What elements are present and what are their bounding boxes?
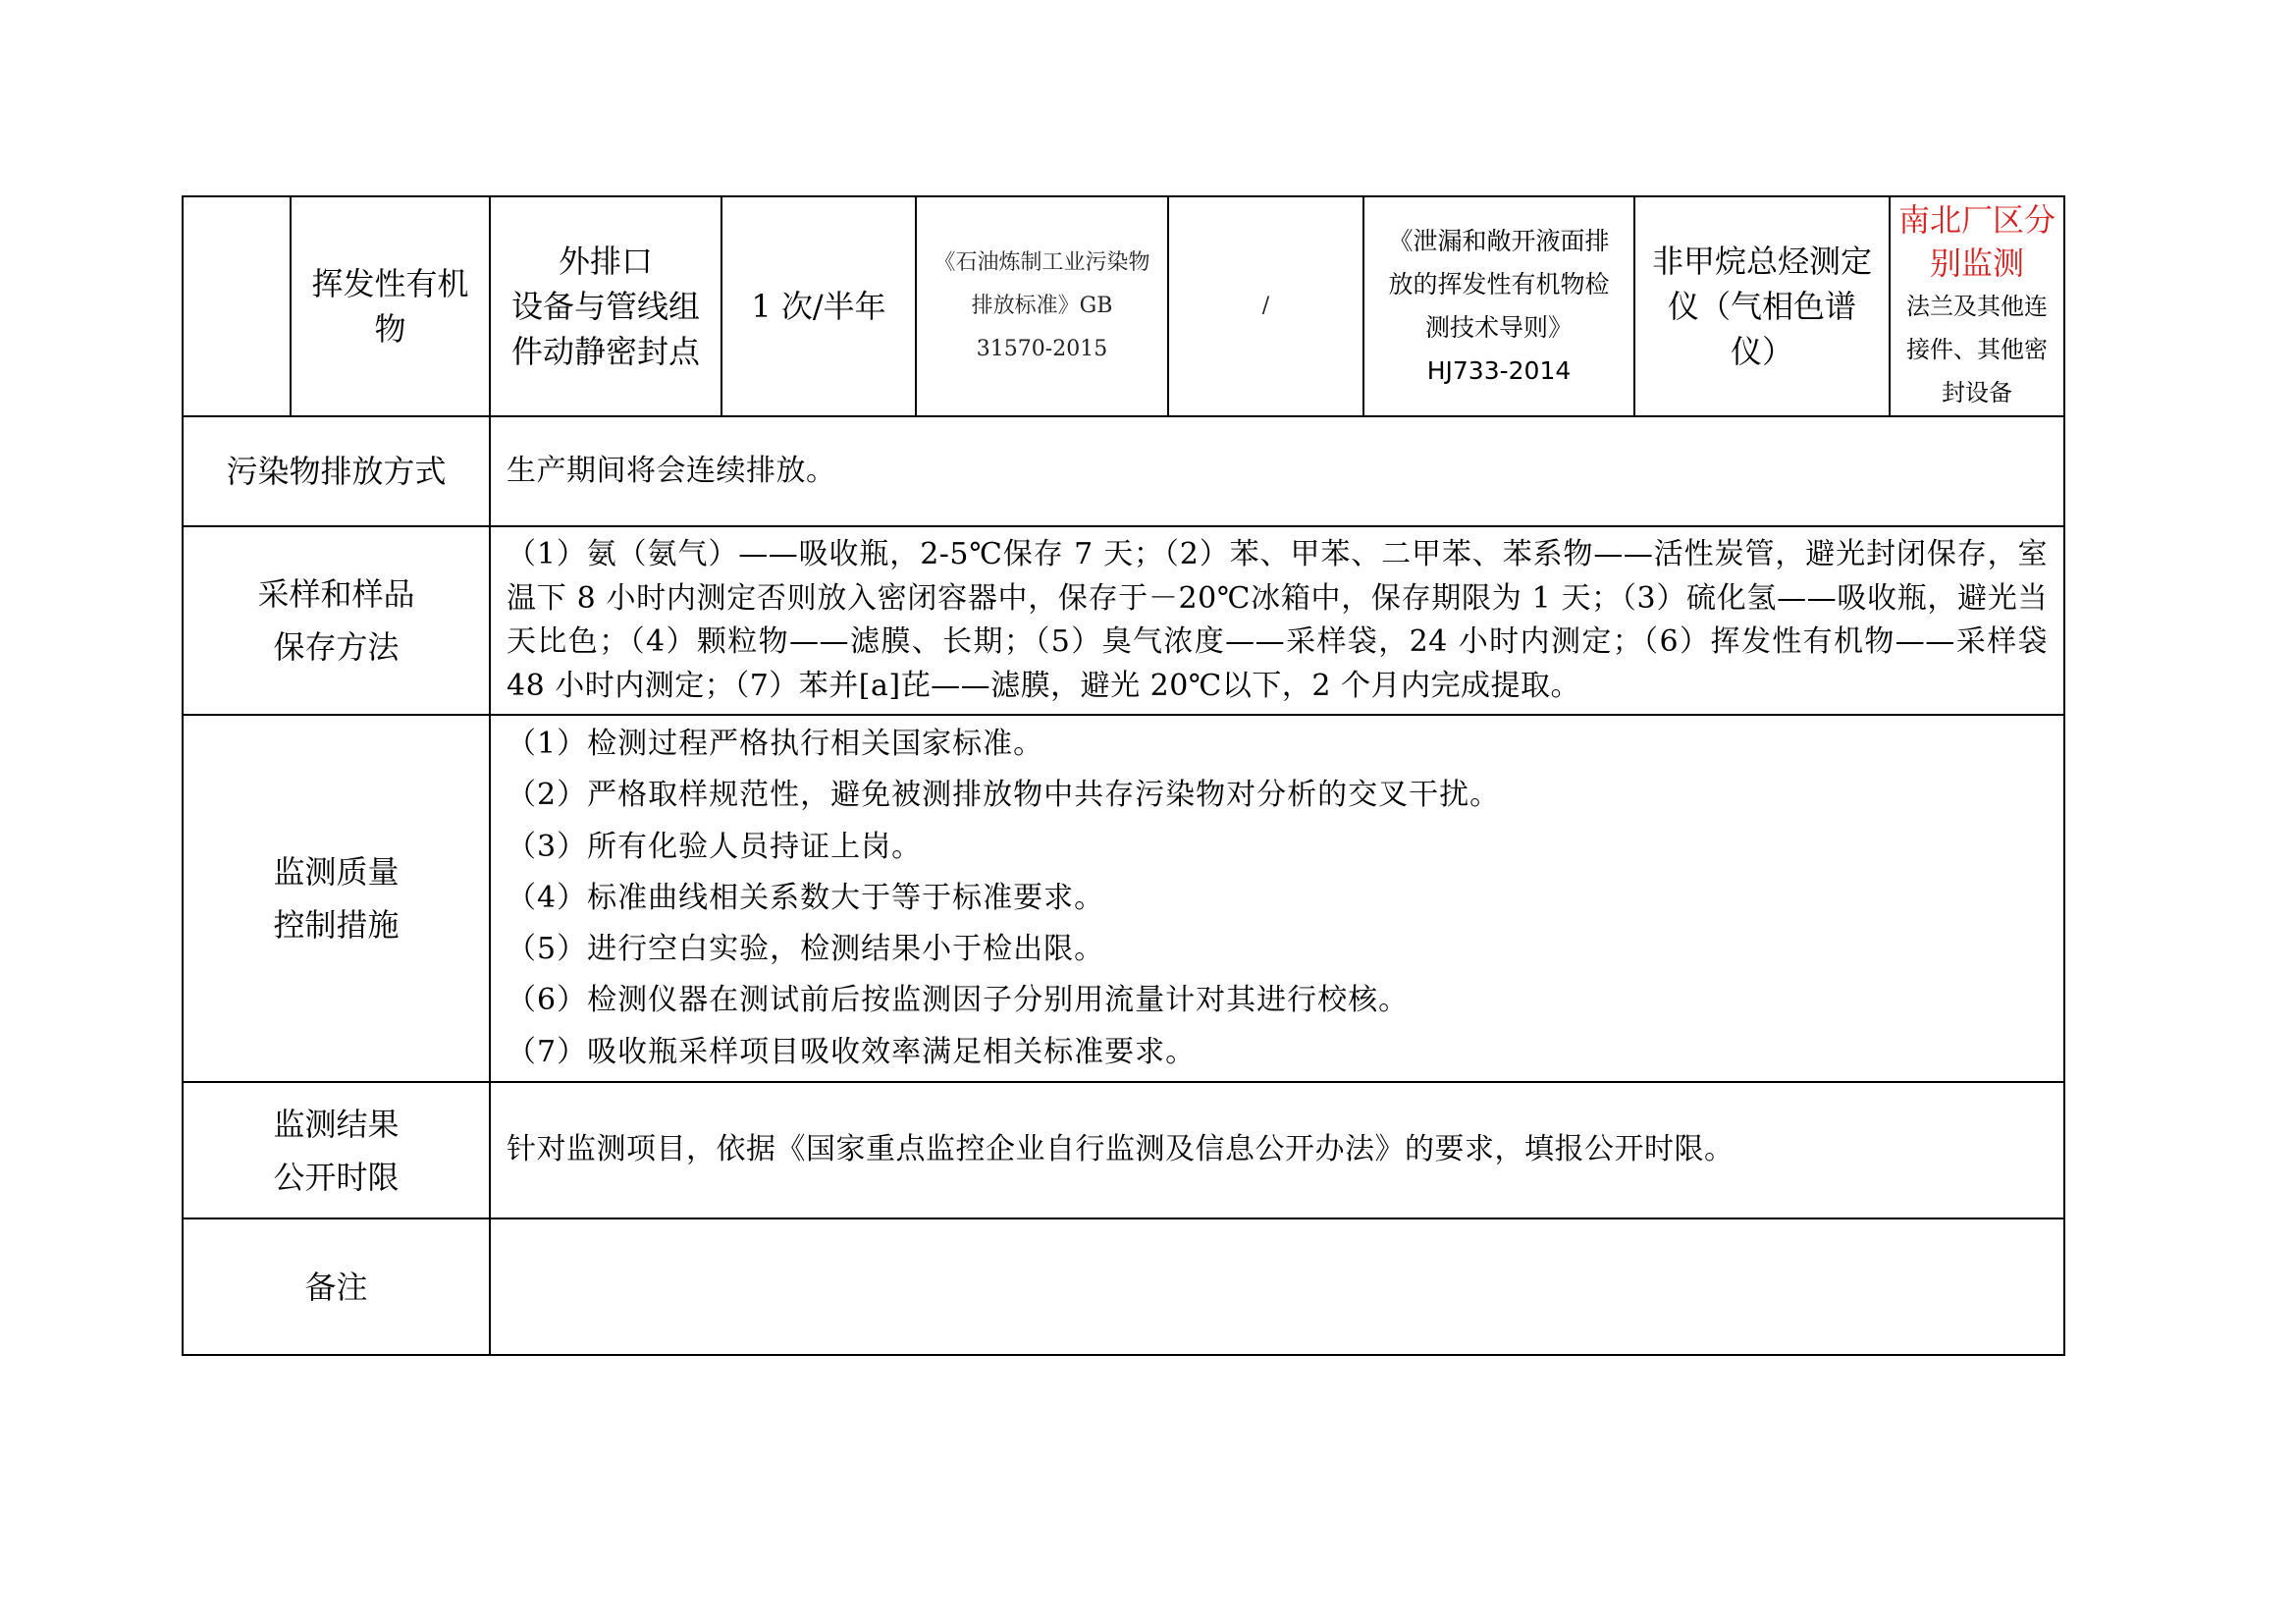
quality-label-line2: 控制措施 [273,906,400,944]
disclosure-label-line1: 监测结果 [273,1105,400,1143]
quality-label-line1: 监测质量 [273,853,400,891]
pollutant-name: 挥发性有机物 [311,265,469,348]
sampling-content-cell [490,526,2064,715]
sampling-label-cell [183,526,490,715]
quality-item: （3）所有化验人员持证上岗。 [507,829,923,864]
quality-item: （2）严格取样规范性，避免被测排放物中共存污染物对分析的交叉干扰。 [507,778,1501,813]
remark-red-text: 南北厂区分别监测 [1898,201,2056,282]
quality-control-row [183,715,2064,1082]
quality-item: （7）吸收瓶采样项目吸收效率满足相关标准要求。 [507,1034,1197,1069]
location-cell [490,196,721,416]
quality-label-cell [183,715,490,1082]
emission-standard-cell [916,196,1168,416]
disclosure-row [183,1082,2064,1218]
quality-list [491,719,2063,1078]
disclosure-text: 针对监测项目，依据《国家重点监控企业自行监测及信息公开办法》的要求，填报公开时限。 [507,1132,1735,1167]
quality-item: （1）检测过程严格执行相关国家标准。 [507,726,1044,761]
method-standard-text: 《泄漏和敞开液面排放的挥发性有机物检测技术导则》 [1388,227,1610,342]
method-standard-code: HJ733-2014 [1426,356,1572,385]
disclosure-label-line2: 公开时限 [273,1158,400,1196]
pollutant-cell [291,196,490,416]
disclosure-content-cell [490,1082,2064,1218]
quality-item: （5）进行空白实验，检测结果小于检出限。 [507,932,1105,967]
discharge-mode-label: 污染物排放方式 [226,453,447,490]
notes-label-cell [183,1218,490,1355]
location-line1: 外排口 [558,243,653,280]
notes-label: 备注 [304,1268,368,1306]
instrument-cell [1634,196,1890,416]
disclosure-label-cell [183,1082,490,1218]
discharge-mode-label-cell [183,416,490,526]
quality-content-cell [490,715,2064,1082]
emission-standard-text: 《石油炼制工业污染物排放标准》GB 31570-2015 [934,250,1150,361]
notes-content-cell [490,1218,2064,1355]
sampling-label-line1: 采样和样品 [257,575,415,613]
limit-cell [1168,196,1363,416]
sampling-row [183,526,2064,715]
monitoring-plan-table [182,195,2065,1356]
blank-index-cell [183,196,291,416]
pollutant-row [183,196,2064,416]
frequency-cell [721,196,916,416]
limit-value: / [1261,294,1270,318]
sampling-label-line2: 保存方法 [273,628,400,666]
discharge-mode-row [183,416,2064,526]
remark-sub-text: 法兰及其他连接件、其他密封设备 [1906,293,2048,406]
frequency-value: 1 次/半年 [751,288,886,325]
discharge-mode-text: 生产期间将会连续排放。 [507,453,836,488]
notes-row [183,1218,2064,1355]
instrument-text: 非甲烷总烃测定仪（气相色谱仪） [1651,243,1872,370]
location-line2: 设备与管线组件动静密封点 [510,288,700,370]
method-cell [1363,196,1634,416]
sampling-text: （1）氨（氨气）——吸收瓶，2-5℃保存 7 天；（2）苯、甲苯、二甲苯、苯系物——活性炭管，避光封闭保存，室温下 8 小时内测定否则放入密闭容器中，保存于－20℃冰箱中，保存期限为 1 天；（3）硫化氢——吸收瓶，避光当天比色；（4）颗粒物——滤膜、长期；（5）臭气浓度——采样袋，24 小时内测定；（6）挥发性有机物——采样袋 48 小时内测定；（7）苯并[a]芘——滤膜，避光 20℃以下，2 个月内完成提取。 [507,537,2048,703]
quality-item: （6）检测仪器在测试前后按监测因子分别用流量计对其进行校核。 [507,983,1410,1018]
quality-item: （4）标准曲线相关系数大于等于标准要求。 [507,880,1105,915]
remark-cell [1890,196,2064,416]
discharge-mode-content-cell [490,416,2064,526]
